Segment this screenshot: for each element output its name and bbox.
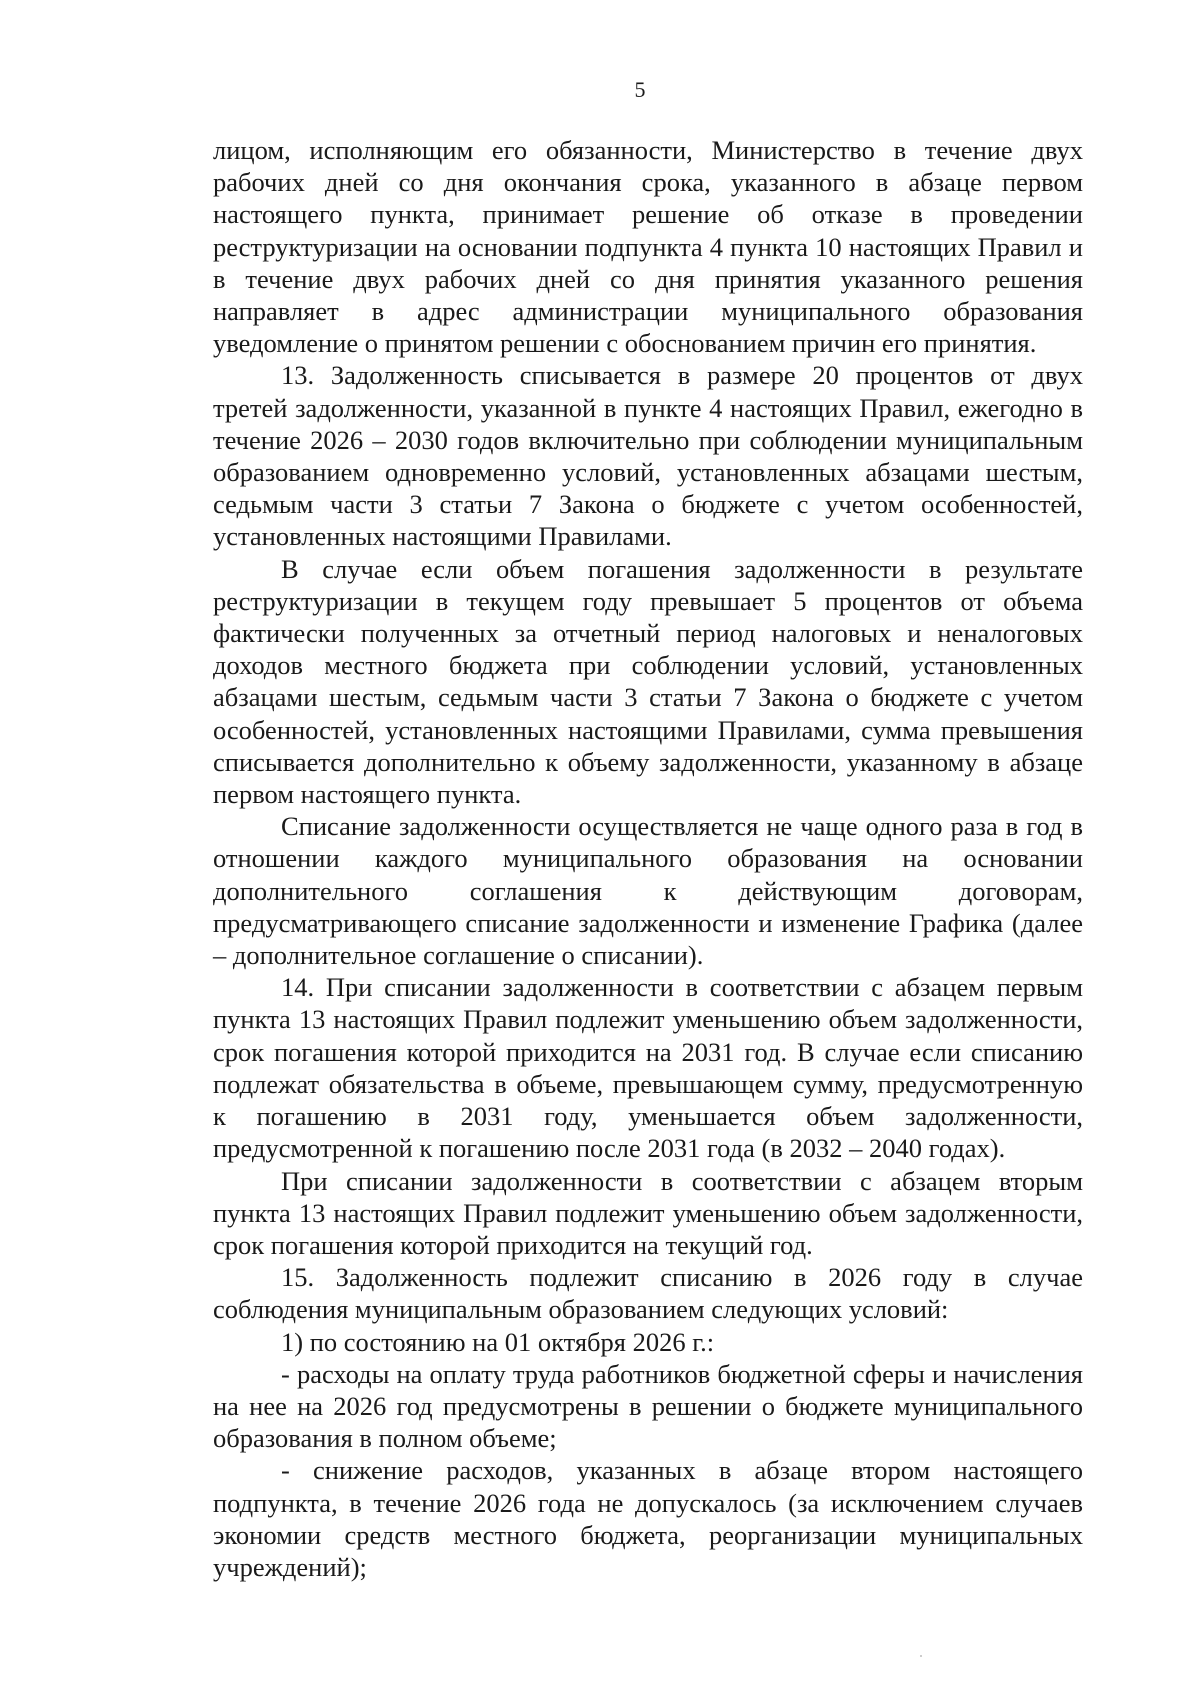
paragraph-item-15: 15. Задолженность подлежит списанию в 2026 году в случае соблюдения муниципальным образованием следующих условий: (213, 1262, 1083, 1325)
paragraph-current-year: При списании задолженности в соответствии с абзацем вторым пункта 13 настоящих Правил подлежит уменьшению объем задолженности, срок погашения которой приходится на текущий год. (213, 1165, 1083, 1260)
paragraph-continuation: лицом, исполняющим его обязанности, Министерство в течение двух рабочих дней со дня окончания срока, указанного в абзаце первом настоящего пункта, принимает решение об отказе в проведении реструктуризации на основании подпункта 4 пункта 10 настоящих Правил и в течение двух рабочих дней со дня принятия указанного решения направляет в адрес администрации муниципального образования уведомление о принятом решении с обоснованием причин его принятия. (213, 135, 1083, 359)
paragraph-subitem-1: 1) по состоянию на 01 октября 2026 г.: (281, 1326, 715, 1357)
scan-speck (920, 1655, 922, 1657)
paragraph-item-14: 14. При списании задолженности в соответствии с абзацем первым пункта 13 настоящих Правил подлежит уменьшению объем задолженности, срок погашения которой приходится на 2031 год. В случае если списанию подлежат обязательства в объеме, превышающем сумму, предусмотренную к погашению в 2031 году, уменьшается объем задолженности, предусмотренной к погашению после 2031 года (в 2032 – 2040 годах). (213, 972, 1083, 1164)
document-body (213, 134, 1083, 1583)
paragraph-writeoff-frequency: Списание задолженности осуществляется не чаще одного раза в год в отношении каждого муниципального образования на основании дополнительного соглашения к действующим договорам, предусматривающего списание задолженности и изменение Графика (далее – дополнительное соглашение о списании). (213, 811, 1083, 971)
paragraph-item-13: 13. Задолженность списывается в размере 20 процентов от двух третей задолженности, указанной в пункте 4 настоящих Правил, ежегодно в течение 2026 – 2030 годов включительно при соблюдении муниципальным образованием одновременно условий, установленных абзацами шестым, седьмым части 3 статьи 7 Закона о бюджете с учетом особенностей, установленных настоящими Правилами. (213, 360, 1083, 552)
paragraph-excess-writeoff: В случае если объем погашения задолженности в результате реструктуризации в текущем году превышает 5 процентов от объема фактически полученных за отчетный период налоговых и неналоговых доходов местного бюджета при соблюдении условий, установленных абзацами шестым, седьмым части 3 статьи 7 Закона о бюджете с учетом особенностей, установленных настоящими Правилами, сумма превышения списывается дополнительно к объему задолженности, указанному в абзаце первом настоящего пункта. (213, 553, 1083, 810)
paragraph-bullet-salary: - расходы на оплату труда работников бюджетной сферы и начисления на нее на 2026 год предусмотрены в решении о бюджете муниципального образования в полном объеме; (213, 1358, 1083, 1454)
paragraph-bullet-reduction: - снижение расходов, указанных в абзаце втором настоящего подпункта, в течение 2026 года не допускалось (за исключением случаев экономии средств местного бюджета, реорганизации муниципальных учреждений); (213, 1455, 1083, 1582)
page-number: 5 (634, 77, 646, 102)
